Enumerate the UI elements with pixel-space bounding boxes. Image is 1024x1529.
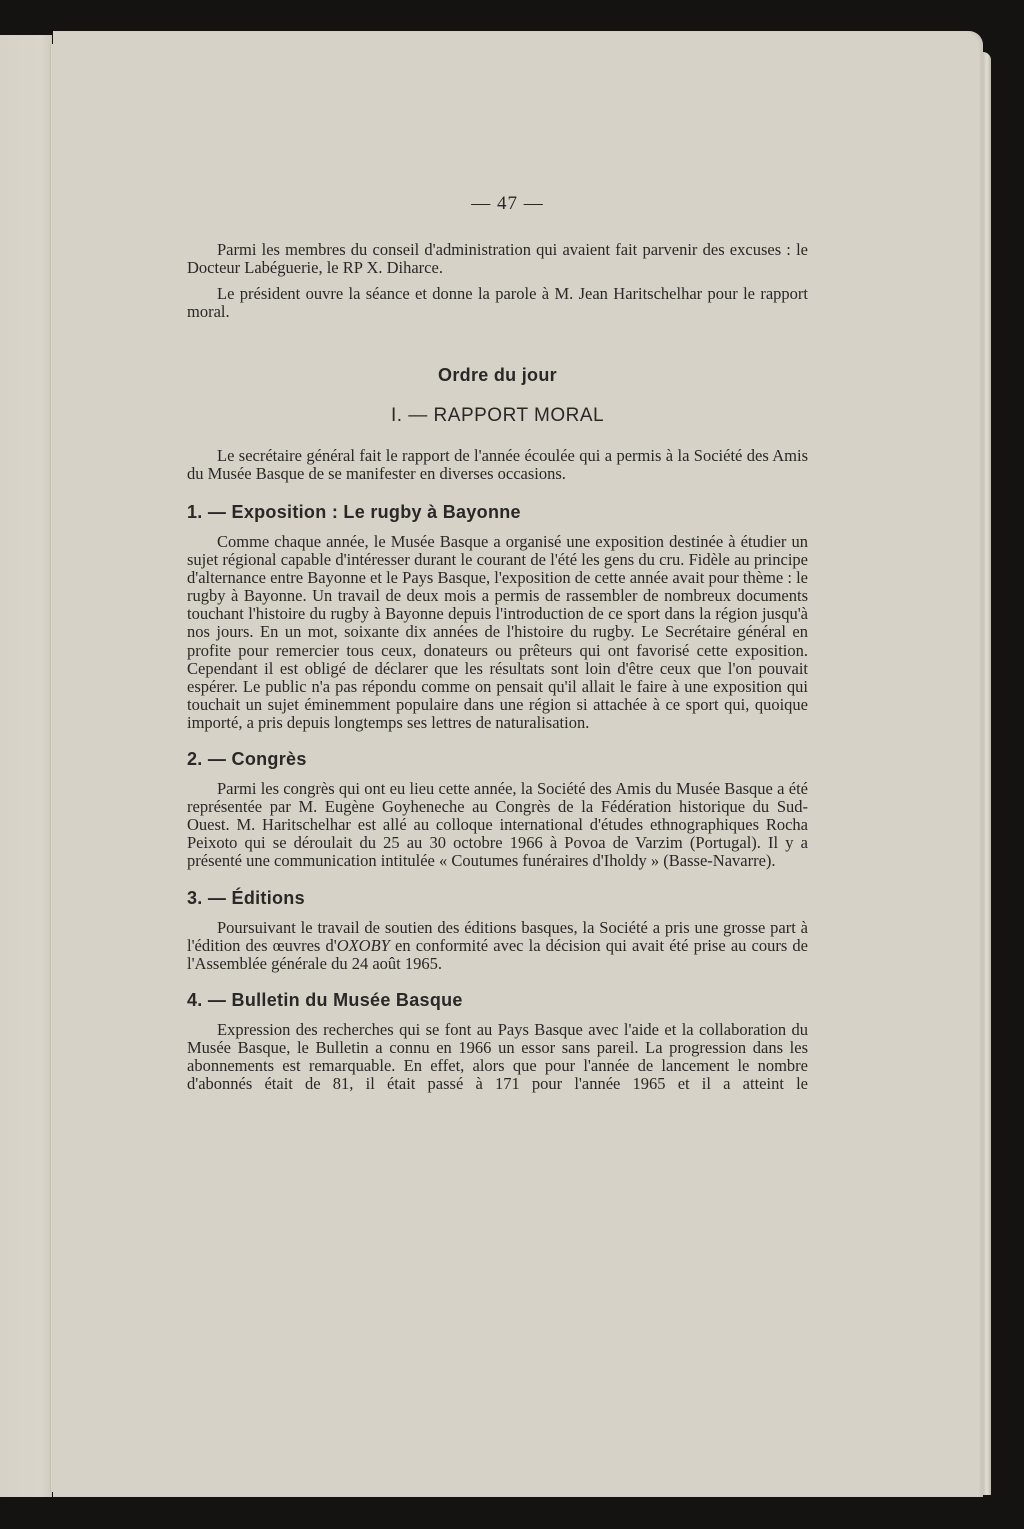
- editions-author-name: OXOBY: [336, 935, 390, 955]
- editions-text-before: Poursuivant le travail de soutien des éditions basques, la Société a pris une grosse part à l'édition des œuvres d': [187, 917, 808, 955]
- section-body-bulletin: Expression des recherches qui se font au Pays Basque avec l'aide et la collaboration du Musée Basque, le Bulletin a connu en 1966 un essor sans pareil. La progression dans les abonnements est remarquable. En effet, alors que pour l'année de lancement le nombre d'abonnés était de 81, il était passé à 171 pour l'année 1965 et il a atteint le: [187, 1020, 808, 1094]
- page-content: [187, 195, 808, 1093]
- facing-left-page: [0, 35, 52, 1497]
- section-heading-editions: 3. — Éditions: [187, 887, 305, 908]
- page-number: — 47 —: [471, 193, 544, 214]
- section-heading-exposition: 1. — Exposition : Le rugby à Bayonne: [187, 501, 521, 522]
- section-body-editions: [187, 919, 808, 973]
- editions-text-after: en conformité avec la décision qui avait été prise au cours de l'Assemblée générale du 24 août 1965.: [187, 935, 808, 973]
- part-title: I. — RAPPORT MORAL: [390, 404, 605, 426]
- section-body-congres: Parmi les congrès qui ont eu lieu cette année, la Société des Amis du Musée Basque a été représentée par M. Eugène Goyheneche au Congrès de la Fédération historique du Sud-Ouest. M. Haritschelhar est allé au colloque international d'études ethnographiques Rocha Peixoto qui se déroulait du 25 au 30 octobre 1966 à Povoa de Varzim (Portugal). Il y a présenté une communication intitulée « Coutumes funéraires d'Iholdy » (Basse-Navarre).: [187, 779, 808, 871]
- agenda-title: Ordre du jour: [438, 365, 557, 386]
- intro-paragraph-2: Le président ouvre la séance et donne la parole à M. Jean Haritschelhar pour le rapport moral.: [187, 284, 808, 322]
- section-body-exposition: Comme chaque année, le Musée Basque a organisé une exposition destinée à étudier un sujet régional capable d'intéresser durant le courant de l'été les gens du cru. Fidèle au principe d'alternance entre Bayonne et le Pays Basque, l'exposition de cette année avait pour thème : le rugby à Bayonne. Un travail de deux mois a permis de rassembler de nombreux documents touchant l'histoire du rugby à Bayonne depuis l'introduction de ce sport dans la région jusqu'à nos jours. En un mot, soixante dix années de l'histoire du rugby. Le Secrétaire général en profite pour remercier tous ceux, donateurs ou prêteurs qui ont favorisé cette exposition. Cependant il est obligé de déclarer que les résultats sont loin d'être ceux que l'on pouvait espérer. Le public n'a pas répondu comme on pensait qu'il allait le faire à une exposition qui touchait un sujet éminemment populaire dans une région si attachée à ce sport qui, quoique importé, a pris depuis longtemps ses lettres de naturalisation.: [187, 531, 808, 732]
- part-intro-paragraph: Le secrétaire général fait le rapport de l'année écoulée qui a permis à la Société des Amis du Musée Basque de se manifester en diverses occasions.: [187, 445, 808, 483]
- page-stack-edge: [983, 52, 991, 1495]
- section-heading-congres: 2. — Congrès: [187, 748, 307, 769]
- intro-paragraph-1: Parmi les membres du conseil d'administration qui avaient fait parvenir des excuses : le Docteur Labéguerie, le RP X. Diharce.: [187, 240, 808, 278]
- section-heading-bulletin: 4. — Bulletin du Musée Basque: [187, 989, 463, 1010]
